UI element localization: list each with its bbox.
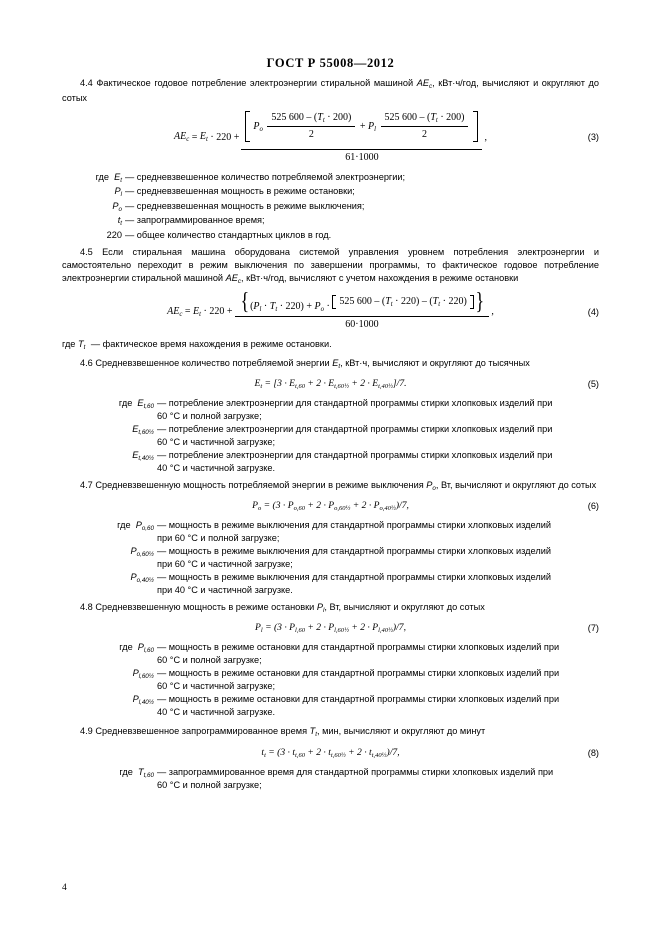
definition-row: где $T_{t,60}$ — запрограммированное время для стандартной программы стирки хлопковых изделий при 60 °С и полной загрузке;	[62, 766, 599, 792]
definition-text: — мощность в режиме остановки для стандартной программы стирки хлопковых изделий при 60 °С и полной загрузке;	[157, 642, 560, 666]
definitions-4-5	[62, 338, 599, 353]
page-number: 4	[62, 883, 67, 893]
definition-text: — средневзвешенная мощность в режиме выключения;	[125, 200, 365, 211]
definition-row: $P_{l,60\frac{1}{2}}$ — мощность в режиме остановки для стандартной программы стирки хлопковых изделий при 60 °С и частичной загрузке;	[62, 667, 599, 693]
definition-row: где $P_{o,60}$ — мощность в режиме выключения для стандартной программы стирки хлопковых изделий при 60 °С и полной загрузке;	[62, 519, 599, 545]
definition-row: где $E_t$ — средневзвешенное количество потребляемой электроэнергии;	[62, 171, 599, 186]
definition-text: — запрограммированное время;	[125, 215, 265, 226]
definition-row: 220 — общее количество стандартных циклов в год.	[62, 229, 599, 242]
definition-text: — потребление электроэнергии для стандартной программы стирки хлопковых изделий при 60 °С и частичной загрузке;	[157, 424, 553, 447]
formula-4: $AE_c$ = $E_t$ · 220 + {$(P_l \cdot T_t \cdot 220) + P_o$ · 525 $600 - (T_t \cdot 220) - (T_t \cdot 220)$ } 60·1000 , (4)	[167, 289, 599, 330]
definition-text: — потребление электроэнергии для стандартной программы стирки хлопковых изделий при 40 °С и частичной загрузке.	[157, 449, 553, 473]
definition-text: — общее количество стандартных циклов в год.	[125, 229, 332, 240]
equation-number-8: (8)	[587, 747, 599, 758]
definition-row: $P_{l,40\frac{1}{2}}$ — мощность в режиме остановки для стандартной программы стирки хлопковых изделий при 40 °С и частичной загрузке.	[62, 693, 599, 719]
definitions-4-7	[62, 519, 599, 596]
definitions-4-6	[62, 397, 599, 474]
definition-text: — мощность в режиме остановки для стандартной программы стирки хлопковых изделий при 40 °С и частичной загрузке.	[157, 693, 560, 717]
formula-5: $E_t = [3 \cdot E_{t,60} + 2 \cdot E_{t,60\frac{1}{2}} + 2 \cdot E_{t,40\frac{1}{2}}]/7$. (5)	[254, 378, 599, 391]
definition-row: $P_l$ — средневзвешенная мощность в режиме остановки;	[62, 185, 599, 200]
equation-number-7: (7)	[587, 622, 599, 633]
definition-row: $E_{t,40\frac{1}{2}}$ — потребление электроэнергии для стандартной программы стирки хлопковых изделий при 40 °С и частичной загрузке.	[62, 449, 599, 475]
definition-text: — мощность в режиме выключения для стандартной программы стирки хлопковых изделий при 60 °С и полной загрузке;	[157, 520, 551, 544]
equation-number-6: (6)	[587, 500, 599, 511]
formula-7: $P_l = (3 \cdot P_{l,60} + 2 \cdot P_{l,60\frac{1}{2}} + 2 \cdot P_{l,40\frac{1}{2}})/7$, (7)	[255, 622, 599, 634]
standard-designation: ГОСТ Р 55008—2012	[266, 56, 395, 70]
equation-number-3: (3)	[587, 132, 599, 143]
definition-text: — запрограммированное время для стандартной программы стирки хлопковых изделий при 60 °С и полной загрузке;	[157, 767, 554, 791]
definition-text: — фактическое время нахождения в режиме остановки.	[90, 339, 332, 350]
definition-text: — потребление электроэнергии для стандартной программы стирки хлопковых изделий при 60 °С и полной загрузке;	[157, 398, 553, 422]
definition-text: — средневзвешенное количество потребляемой электроэнергии;	[125, 171, 406, 182]
definition-row: где $T_t$ — фактическое время нахождения в режиме остановки.	[62, 338, 599, 353]
definition-row: $P_{o,40\frac{1}{2}}$ — мощность в режиме выключения для стандартной программы стирки хлопковых изделий при 40 °С и частичной загрузке.	[62, 571, 599, 597]
definition-row: $E_{t,60\frac{1}{2}}$ — потребление электроэнергии для стандартной программы стирки хлопковых изделий при 60 °С и частичной загрузке;	[62, 423, 599, 449]
definition-text: — мощность в режиме остановки для стандартной программы стирки хлопковых изделий при 60 °С и частичной загрузке;	[157, 667, 560, 691]
equation-number-4: (4)	[587, 306, 599, 317]
definitions-4-8	[62, 641, 599, 718]
definition-row: $P_o$ — средневзвешенная мощность в режиме выключения;	[62, 200, 599, 215]
paragraph-4-9: 4.9 Средневзвешенное запрограммированное время $T_t$, мин, вычисляют и округляют до минут	[80, 726, 486, 739]
formula-6: $P_o = (3 \cdot P_{o,60} + 2 \cdot P_{o,60\frac{1}{2}} + 2 \cdot P_{o,40\frac{1}{2}})/7$, (6)	[252, 500, 599, 513]
definition-text: — мощность в режиме выключения для стандартной программы стирки хлопковых изделий при 40 °С и частичной загрузке.	[157, 571, 551, 595]
paragraph-4-7: 4.7 Средневзвешенную мощность потребляемой энергии в режиме выключения $P_o$, Вт, вычисляют и округляют до сотых	[80, 479, 597, 492]
paragraph-4-5: 4.5 Если стиральная машина оборудована системой управления уровнем потребления электроэнергии и самостоятельно переходит в режим выключения по завершении программы, то фактическое годовое потребление электроэнергии стиральной машиной $AE_c$, кВт·ч/год, вычисляют с учетом нахождения в режиме остановки	[62, 246, 599, 285]
definition-text: — мощность в режиме выключения для стандартной программы стирки хлопковых изделий при 60 °С и частичной загрузке;	[157, 546, 551, 569]
paragraph-4-4: 4.4 Фактическое годовое потребление электроэнергии стиральной машиной $AE_c$, кВт·ч/год, вычисляют и округляют до сотых	[62, 78, 599, 103]
paragraph-4-6: 4.6 Средневзвешенное количество потребляемой энергии $E_t$, кВт·ч, вычисляют и округляют до тысячных	[80, 357, 530, 370]
document-body	[62, 77, 599, 792]
definition-row: $P_{o,60\frac{1}{2}}$ — мощность в режиме выключения для стандартной программы стирки хлопковых изделий при 60 °С и частичной загрузке;	[62, 545, 599, 571]
definitions-4-4	[62, 171, 599, 242]
definition-row: где $P_{l,60}$ — мощность в режиме остановки для стандартной программы стирки хлопковых изделий при 60 °С и полной загрузке;	[62, 641, 599, 667]
definition-row: $t_t$ — запрограммированное время;	[62, 214, 599, 229]
definition-row: где $E_{t,60}$ — потребление электроэнергии для стандартной программы стирки хлопковых изделий при 60 °С и полной загрузке;	[62, 397, 599, 423]
equation-number-5: (5)	[587, 378, 599, 389]
definitions-4-9	[62, 766, 599, 792]
definition-text: — средневзвешенная мощность в режиме остановки;	[125, 186, 355, 197]
formula-3: $AE_c$ = $E_t$ · 220 + $P_o$ $\frac{525 600 - (T_t \cdot 200)}{2}$ + $P_l$ $\frac{525 600 - (T_t \cdot 200)}{2}$ 61·1000 , (3)	[174, 111, 599, 163]
paragraph-4-8: 4.8 Средневзвешенную мощность в режиме остановки $P_l$, Вт, вычисляют и округляют до сотых	[80, 601, 485, 614]
page-header	[62, 56, 599, 71]
formula-8: $t_t = (3 \cdot t_{t,60} + 2 \cdot t_{t,60\frac{1}{2}} + 2 \cdot t_{t,40\frac{1}{2}})/7$, (8)	[261, 747, 599, 759]
